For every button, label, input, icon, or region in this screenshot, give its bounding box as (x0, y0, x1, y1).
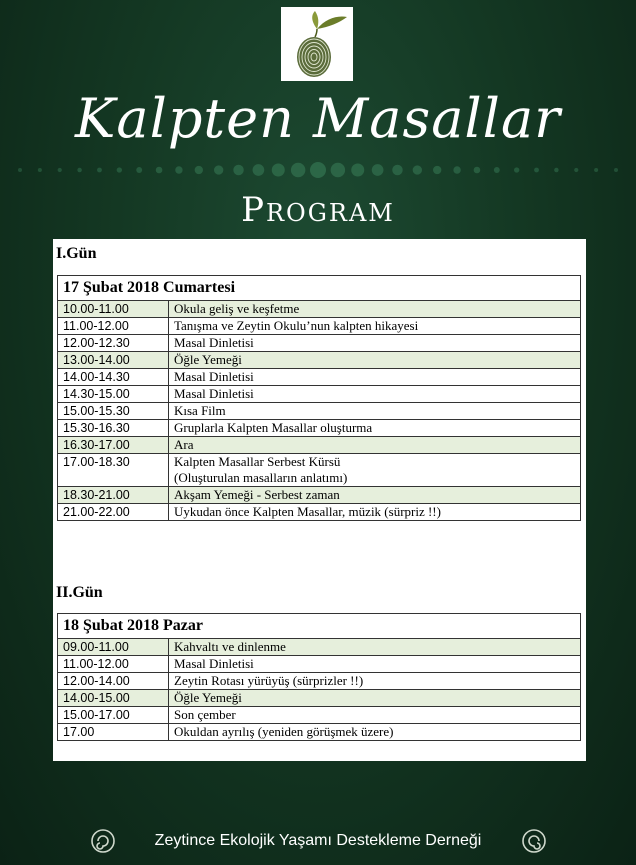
schedule-row (58, 454, 581, 487)
divider-dot (233, 165, 243, 175)
divider-dot (195, 166, 203, 174)
divider-dot (514, 167, 519, 172)
divider-dot (433, 166, 441, 174)
time-cell: 15.00-17.00 (58, 707, 169, 724)
activity-cell (169, 318, 581, 335)
program-heading: Program (241, 190, 395, 230)
schedule-row (58, 690, 581, 707)
activity-text: Masal Dinletisi (174, 386, 254, 401)
activity-text: Gruplarla Kalpten Masallar oluşturma (174, 420, 373, 435)
activity-cell (169, 420, 581, 437)
time-cell: 18.30-21.00 (58, 487, 169, 504)
time-cell: 14.30-15.00 (58, 386, 169, 403)
activity-text: Öğle Yemeği (174, 690, 242, 705)
day-1-date: 17 Şubat 2018 Cumartesi (58, 276, 581, 301)
divider-dot (574, 168, 578, 172)
activity-text: Masal Dinletisi (174, 369, 254, 384)
divider-dot (97, 168, 102, 173)
dotted-divider (0, 158, 636, 182)
activity-cell (169, 437, 581, 454)
activity-cell (169, 504, 581, 521)
time-cell: 15.00-15.30 (58, 403, 169, 420)
time-cell: 10.00-11.00 (58, 301, 169, 318)
activity-cell (169, 639, 581, 656)
time-cell: 17.00-18.30 (58, 454, 169, 487)
divider-dot (175, 166, 182, 173)
footer-text: Zeytince Ekolojik Yaşamı Destekleme Derneği (154, 832, 482, 849)
activity-text: Ara (174, 437, 194, 452)
divider-dot (136, 167, 142, 173)
divider-dot (331, 163, 345, 177)
divider-dot (594, 168, 598, 172)
schedule-row (58, 724, 581, 741)
activity-cell (169, 403, 581, 420)
schedule-row (58, 504, 581, 521)
activity-cell (169, 487, 581, 504)
activity-text: Zeytin Rotası yürüyüş (sürprizler !!) (174, 673, 364, 688)
divider-dot (614, 168, 618, 172)
logo (281, 7, 353, 81)
schedule-row (58, 656, 581, 673)
divider-dot (272, 163, 285, 176)
activity-cell (169, 335, 581, 352)
schedule-paper (53, 239, 586, 761)
activity-cell (169, 656, 581, 673)
activity-cell (169, 707, 581, 724)
activity-text: Uykudan önce Kalpten Masallar, müzik (sürpriz !!) (174, 504, 441, 519)
activity-text: Kısa Film (174, 403, 226, 418)
divider-dot (77, 168, 81, 172)
swirl-icon (521, 828, 547, 854)
schedule-row (58, 673, 581, 690)
schedule-row (58, 437, 581, 454)
schedule-row (58, 487, 581, 504)
schedule-row (58, 403, 581, 420)
time-cell: 11.00-12.00 (58, 318, 169, 335)
schedule-row (58, 707, 581, 724)
activity-text: Masal Dinletisi (174, 335, 254, 350)
divider-dot (117, 167, 122, 172)
divider-dot (58, 168, 62, 172)
schedule-row (58, 318, 581, 335)
divider-dot (474, 167, 481, 174)
activity-text-line2: (Oluşturulan masalların anlatımı) (174, 470, 348, 485)
schedule-row (58, 369, 581, 386)
schedule-row (58, 386, 581, 403)
day-2-date: 18 Şubat 2018 Pazar (58, 614, 581, 639)
schedule-row (58, 301, 581, 318)
activity-text: Öğle Yemeği (174, 352, 242, 367)
activity-text: Okuldan ayrılış (yeniden görüşmek üzere) (174, 724, 394, 739)
time-cell: 17.00 (58, 724, 169, 741)
activity-text: Kahvaltı ve dinlenme (174, 639, 286, 654)
divider-dot (291, 163, 305, 177)
page-title: Kalpten Masallar (75, 87, 561, 150)
divider-dot (392, 165, 402, 175)
time-cell: 09.00-11.00 (58, 639, 169, 656)
time-cell: 15.30-16.30 (58, 420, 169, 437)
divider-dot (310, 162, 326, 178)
activity-text: Masal Dinletisi (174, 656, 254, 671)
time-cell: 12.00-12.30 (58, 335, 169, 352)
time-cell: 14.00-14.30 (58, 369, 169, 386)
divider-dot (413, 165, 422, 174)
divider-dot (534, 168, 539, 173)
activity-cell (169, 301, 581, 318)
divider-dot (38, 168, 42, 172)
time-cell: 21.00-22.00 (58, 504, 169, 521)
day-2-table (57, 613, 581, 741)
activity-cell (169, 369, 581, 386)
activity-cell (169, 724, 581, 741)
day-2-header-row (58, 614, 581, 639)
day-1-label: I.Gün (56, 245, 97, 262)
divider-dot (372, 164, 384, 176)
time-cell: 14.00-15.00 (58, 690, 169, 707)
schedule-row (58, 335, 581, 352)
activity-cell (169, 673, 581, 690)
footer (0, 828, 636, 858)
activity-cell (169, 690, 581, 707)
activity-cell (169, 352, 581, 369)
time-cell: 13.00-14.00 (58, 352, 169, 369)
activity-text: Kalpten Masallar Serbest Kürsü (174, 454, 341, 469)
divider-dot (351, 163, 364, 176)
activity-text: Tanışma ve Zeytin Okulu’nun kalpten hikayesi (174, 318, 419, 333)
schedule-row (58, 639, 581, 656)
divider-dot (253, 164, 265, 176)
day-1-header-row (58, 276, 581, 301)
schedule-row (58, 352, 581, 369)
divider-dot (554, 168, 558, 172)
activity-cell (169, 454, 581, 487)
divider-dot (156, 167, 163, 174)
day-2-label: II.Gün (56, 584, 103, 601)
activity-text: Son çember (174, 707, 236, 722)
day-1-table (57, 275, 581, 521)
divider-dot (453, 166, 460, 173)
schedule-row (58, 420, 581, 437)
divider-dot (214, 165, 223, 174)
activity-text: Akşam Yemeği - Serbest zaman (174, 487, 340, 502)
divider-dot (18, 168, 22, 172)
activity-text: Okula geliş ve keşfetme (174, 301, 300, 316)
divider-dot (494, 167, 500, 173)
time-cell: 11.00-12.00 (58, 656, 169, 673)
activity-cell (169, 386, 581, 403)
time-cell: 12.00-14.00 (58, 673, 169, 690)
time-cell: 16.30-17.00 (58, 437, 169, 454)
olive-fingerprint-icon (281, 7, 353, 81)
